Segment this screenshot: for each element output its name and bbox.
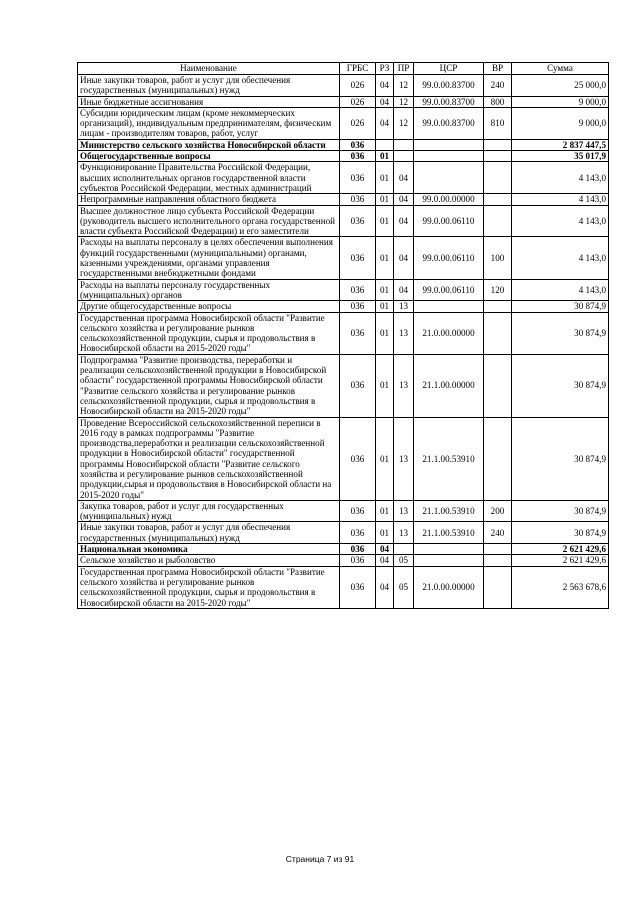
table-row [78, 500, 609, 522]
page-number: Страница 7 из 91 [285, 854, 355, 864]
row-sum: 2 621 429,6 [512, 544, 609, 555]
row-csr [414, 139, 484, 150]
row-pr: 13 [394, 312, 414, 354]
row-sum: 2 837 447,5 [512, 139, 609, 150]
row-vr: 200 [484, 500, 512, 522]
row-name: Проведение Всероссийской сельскохозяйственной переписи в 2016 году в рамках подпрограммы "Развитие производства,переработки и реализации сельскохозяйственной продукции в Новосибирской области" государственной программы Новосибирской области "Развитие сельского хозяйства и регулирование рынков сельскохозяйственной продукции,сырья и продовольствия в Новосибирской области на 2015-2020 годы" [78, 417, 340, 500]
row-csr: 99.0.00.83700 [414, 96, 484, 107]
row-sum: 9 000,0 [512, 107, 609, 139]
row-name: Национальная экономика [78, 544, 340, 555]
row-grbs: 026 [340, 75, 376, 97]
row-vr: 810 [484, 107, 512, 139]
row-vr [484, 162, 512, 194]
row-rz: 01 [376, 500, 394, 522]
row-csr [414, 151, 484, 162]
table-row [78, 139, 609, 150]
row-rz: 04 [376, 75, 394, 97]
row-rz: 01 [376, 354, 394, 417]
table-row [78, 555, 609, 566]
row-name: Непрограммные направления областного бюджета [78, 194, 340, 205]
row-rz: 01 [376, 522, 394, 544]
row-sum: 30 874,9 [512, 354, 609, 417]
row-grbs: 036 [340, 151, 376, 162]
table-row [78, 544, 609, 555]
table-body [78, 75, 609, 609]
row-name: Иные закупки товаров, работ и услуг для обеспечения государственных (муниципальных) нужд [78, 75, 340, 97]
row-pr: 04 [394, 162, 414, 194]
row-sum: 2 621 429,6 [512, 555, 609, 566]
row-rz: 01 [376, 194, 394, 205]
table-row [78, 205, 609, 237]
row-name: Сельское хозяйство и рыболовство [78, 555, 340, 566]
row-rz: 01 [376, 151, 394, 162]
row-grbs: 036 [340, 205, 376, 237]
row-sum: 25 000,0 [512, 75, 609, 97]
row-name: Иные закупки товаров, работ и услуг для обеспечения государственных (муниципальных) нужд [78, 522, 340, 544]
row-name: Расходы на выплаты персоналу государственных (муниципальных) органов [78, 279, 340, 301]
row-vr: 120 [484, 279, 512, 301]
row-pr: 13 [394, 354, 414, 417]
row-grbs: 036 [340, 354, 376, 417]
row-csr [414, 555, 484, 566]
row-vr [484, 139, 512, 150]
row-csr: 21.0.00.00000 [414, 312, 484, 354]
row-rz: 04 [376, 107, 394, 139]
row-rz: 04 [376, 96, 394, 107]
row-pr: 12 [394, 75, 414, 97]
row-csr [414, 544, 484, 555]
row-grbs: 036 [340, 237, 376, 279]
row-vr [484, 151, 512, 162]
table-row [78, 279, 609, 301]
table-row [78, 354, 609, 417]
row-sum: 30 874,9 [512, 500, 609, 522]
row-csr [414, 162, 484, 194]
row-pr: 04 [394, 205, 414, 237]
table-header-row [78, 63, 609, 75]
table-row [78, 417, 609, 500]
row-vr [484, 566, 512, 608]
row-sum: 35 017,9 [512, 151, 609, 162]
row-csr [414, 301, 484, 312]
row-pr [394, 544, 414, 555]
row-pr: 13 [394, 522, 414, 544]
row-vr [484, 555, 512, 566]
row-name: Общегосударственные вопросы [78, 151, 340, 162]
row-rz: 01 [376, 237, 394, 279]
row-csr: 99.0.00.00000 [414, 194, 484, 205]
table-row [78, 566, 609, 608]
row-sum: 4 143,0 [512, 162, 609, 194]
row-pr: 12 [394, 107, 414, 139]
row-name: Министерство сельского хозяйства Новосибирской области [78, 139, 340, 150]
row-pr: 13 [394, 500, 414, 522]
row-pr: 04 [394, 237, 414, 279]
table-row [78, 107, 609, 139]
row-sum: 30 874,9 [512, 301, 609, 312]
row-name: Субсидии юридическим лицам (кроме некоммерческих организаций), индивидуальным предпринимателям, физическим лицам - производителям товаров, работ, услуг [78, 107, 340, 139]
row-vr: 100 [484, 237, 512, 279]
row-grbs: 036 [340, 500, 376, 522]
row-csr: 21.1.00.53910 [414, 417, 484, 500]
table-row [78, 75, 609, 97]
row-rz: 01 [376, 279, 394, 301]
table-row [78, 312, 609, 354]
row-sum: 4 143,0 [512, 237, 609, 279]
row-grbs: 036 [340, 312, 376, 354]
header-csr: ЦСР [414, 63, 484, 75]
table-row [78, 96, 609, 107]
row-sum: 4 143,0 [512, 205, 609, 237]
row-grbs: 036 [340, 566, 376, 608]
row-csr: 99.0.00.06110 [414, 279, 484, 301]
table-row [78, 162, 609, 194]
header-name: Наименование [78, 63, 340, 75]
row-vr: 240 [484, 522, 512, 544]
row-grbs: 036 [340, 301, 376, 312]
header-grbs: ГРБС [340, 63, 376, 75]
table-row [78, 194, 609, 205]
row-grbs: 036 [340, 544, 376, 555]
row-grbs: 026 [340, 96, 376, 107]
header-vr: ВР [484, 63, 512, 75]
row-sum: 4 143,0 [512, 279, 609, 301]
row-pr: 04 [394, 279, 414, 301]
row-sum: 30 874,9 [512, 312, 609, 354]
row-csr: 21.0.00.00000 [414, 566, 484, 608]
row-sum: 2 563 678,6 [512, 566, 609, 608]
row-pr: 12 [394, 96, 414, 107]
row-pr: 04 [394, 194, 414, 205]
row-csr: 21.1.00.53910 [414, 500, 484, 522]
row-sum: 30 874,9 [512, 522, 609, 544]
row-sum: 4 143,0 [512, 194, 609, 205]
row-rz: 04 [376, 555, 394, 566]
row-name: Подпрограмма "Развитие производства, переработки и реализации сельскохозяйственной продукции в Новосибирской области" государственной программы Новосибирской области "Развитие сельского хозяйства и регулирование рынков сельскохозяйственной продукции, сырья и продовольствия в Новосибирской области на 2015-2020 годы" [78, 354, 340, 417]
row-csr: 99.0.00.06110 [414, 237, 484, 279]
row-name: Закупка товаров, работ и услуг для государственных (муниципальных) нужд [78, 500, 340, 522]
row-rz: 01 [376, 301, 394, 312]
header-rz: РЗ [376, 63, 394, 75]
row-csr: 21.1.00.00000 [414, 354, 484, 417]
row-rz: 01 [376, 162, 394, 194]
row-pr: 13 [394, 301, 414, 312]
row-name: Другие общегосударственные вопросы [78, 301, 340, 312]
row-vr: 240 [484, 75, 512, 97]
row-grbs: 036 [340, 522, 376, 544]
row-vr: 800 [484, 96, 512, 107]
row-pr [394, 151, 414, 162]
row-grbs: 036 [340, 279, 376, 301]
row-name: Иные бюджетные ассигнования [78, 96, 340, 107]
row-rz [376, 139, 394, 150]
row-vr [484, 194, 512, 205]
row-pr: 05 [394, 555, 414, 566]
row-vr [484, 301, 512, 312]
header-sum: Сумма [512, 63, 609, 75]
row-grbs: 036 [340, 162, 376, 194]
row-csr: 21.1.00.53910 [414, 522, 484, 544]
table-row [78, 237, 609, 279]
table-row [78, 522, 609, 544]
row-rz: 01 [376, 312, 394, 354]
row-name: Расходы на выплаты персоналу в целях обеспечения выполнения функций государственными (муниципальными) органами, казенными учреждениями, органами управления государственными внебюджетными фондами [78, 237, 340, 279]
table-row [78, 151, 609, 162]
row-pr: 13 [394, 417, 414, 500]
row-vr [484, 417, 512, 500]
row-pr [394, 139, 414, 150]
row-pr: 05 [394, 566, 414, 608]
row-grbs: 036 [340, 555, 376, 566]
budget-table [77, 62, 609, 609]
row-grbs: 036 [340, 194, 376, 205]
row-name: Государственная программа Новосибирской области "Развитие сельского хозяйства и регулирование рынков сельскохозяйственной продукции, сырья и продовольствия в Новосибирской области на 2015-2020 годы" [78, 566, 340, 608]
row-sum: 30 874,9 [512, 417, 609, 500]
row-vr [484, 312, 512, 354]
row-grbs: 026 [340, 107, 376, 139]
row-sum: 9 000,0 [512, 96, 609, 107]
row-grbs: 036 [340, 139, 376, 150]
row-name: Государственная программа Новосибирской области "Развитие сельского хозяйства и регулирование рынков сельскохозяйственной продукции, сырья и продовольствия в Новосибирской области на 2015-2020 годы" [78, 312, 340, 354]
row-vr [484, 205, 512, 237]
row-vr [484, 354, 512, 417]
header-pr: ПР [394, 63, 414, 75]
row-csr: 99.0.00.83700 [414, 107, 484, 139]
row-csr: 99.0.00.83700 [414, 75, 484, 97]
row-rz: 04 [376, 566, 394, 608]
table-row [78, 301, 609, 312]
row-vr [484, 544, 512, 555]
row-rz: 04 [376, 544, 394, 555]
row-rz: 01 [376, 417, 394, 500]
row-csr: 99.0.00.06110 [414, 205, 484, 237]
row-name: Функционирование Правительства Российской Федерации, высших исполнительных органов государственной власти субъектов Российской Федерации, местных администраций [78, 162, 340, 194]
row-grbs: 036 [340, 417, 376, 500]
row-name: Высшее должностное лицо субъекта Российской Федерации (руководитель высшего исполнительного органа государственной власти субъекта Российской Федерации) и его заместители [78, 205, 340, 237]
row-rz: 01 [376, 205, 394, 237]
